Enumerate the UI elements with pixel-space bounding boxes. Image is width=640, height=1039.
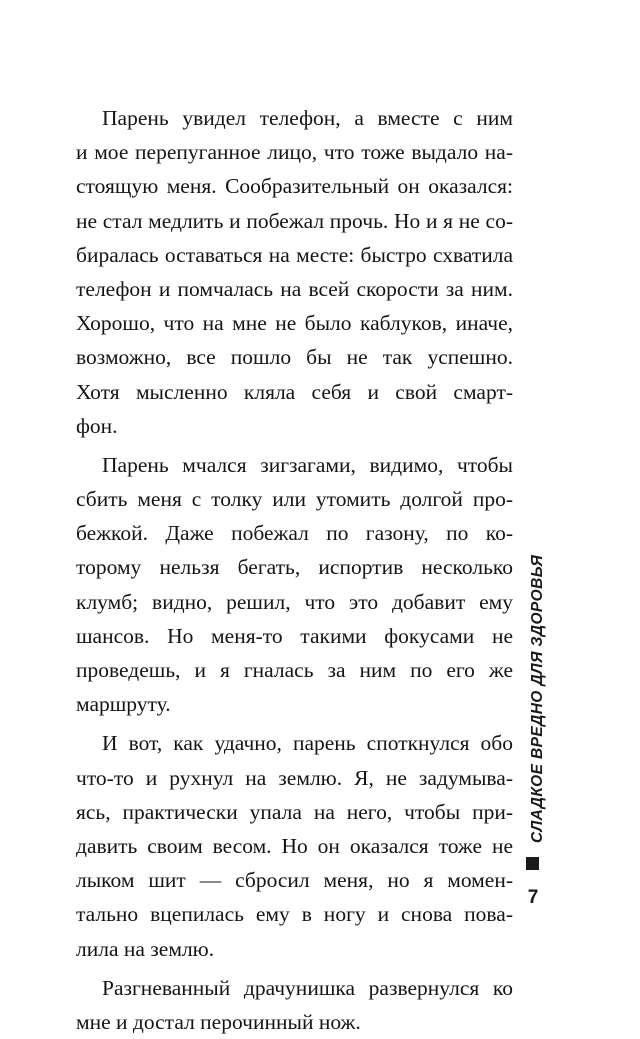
text-line: телефон и помчалась на всей скорости за ним. (76, 276, 513, 301)
text-line: биралась оставаться на месте: быстро схватила (76, 242, 513, 267)
paragraph-4 (76, 971, 513, 1039)
text-line: что-то и рухнул на землю. Я, не задумыва- (76, 765, 513, 790)
text-line: тально вцепилась ему в ногу и снова пова- (76, 902, 513, 927)
text-line: И вот, как удачно, парень споткнулся обо (102, 731, 513, 756)
square-marker-icon (526, 857, 539, 870)
text-line: торому нельзя бегать, испортив несколько (76, 555, 513, 580)
text-line: давить своим весом. Но он оказался тоже не (76, 833, 513, 858)
text-line: проведешь, и я гналась за ним по его же (76, 658, 513, 682)
text-line: Хотя мысленно кляла себя и свой смарт- (76, 379, 513, 404)
text-line: Хорошо, что на мне не было каблуков, иначе, (76, 311, 513, 336)
page-number: 7 (527, 887, 539, 908)
text-line: Парень увидел телефон, а вместе с ним (102, 106, 513, 130)
paragraph-3 (76, 726, 513, 965)
paragraph-1 (76, 101, 513, 443)
text-line: бежкой. Даже побежал по газону, по ко- (76, 521, 513, 546)
text-line: сбить меня с толку или утомить долгой про- (76, 487, 513, 512)
text-line: маршруту. (76, 692, 171, 717)
text-line: ясь, практически упала на него, чтобы при- (76, 799, 513, 824)
text-line: фон. (76, 413, 118, 438)
text-line: клумб; видно, решил, что это добавит ему (76, 589, 513, 614)
body-text (76, 101, 513, 1039)
text-line: Парень мчался зигзагами, видимо, чтобы (102, 452, 513, 477)
text-line: шансов. Но меня-то такими фокусами не (76, 623, 513, 648)
text-line: Разгневанный драчунишка развернулся ко (102, 975, 513, 1000)
text-line: возможно, все пошло бы не так успешно. (76, 345, 513, 370)
text-line: мне и достал перочинный нож. (76, 1009, 361, 1034)
text-line: не стал медлить и побежал прочь. Но и я не со- (76, 208, 513, 233)
text-line: и мое перепуганное лицо, что тоже выдало на- (76, 140, 513, 165)
text-line: стоящую меня. Сообразительный он оказался: (76, 174, 513, 199)
text-line: лыком шит — сбросил меня, но я момен- (76, 868, 513, 893)
text-line: лила на землю. (76, 936, 215, 961)
paragraph-2 (76, 448, 513, 722)
book-title: СЛАДКОЕ ВРЕДНО ДЛЯ ЗДОРОВЬЯ (529, 554, 546, 843)
